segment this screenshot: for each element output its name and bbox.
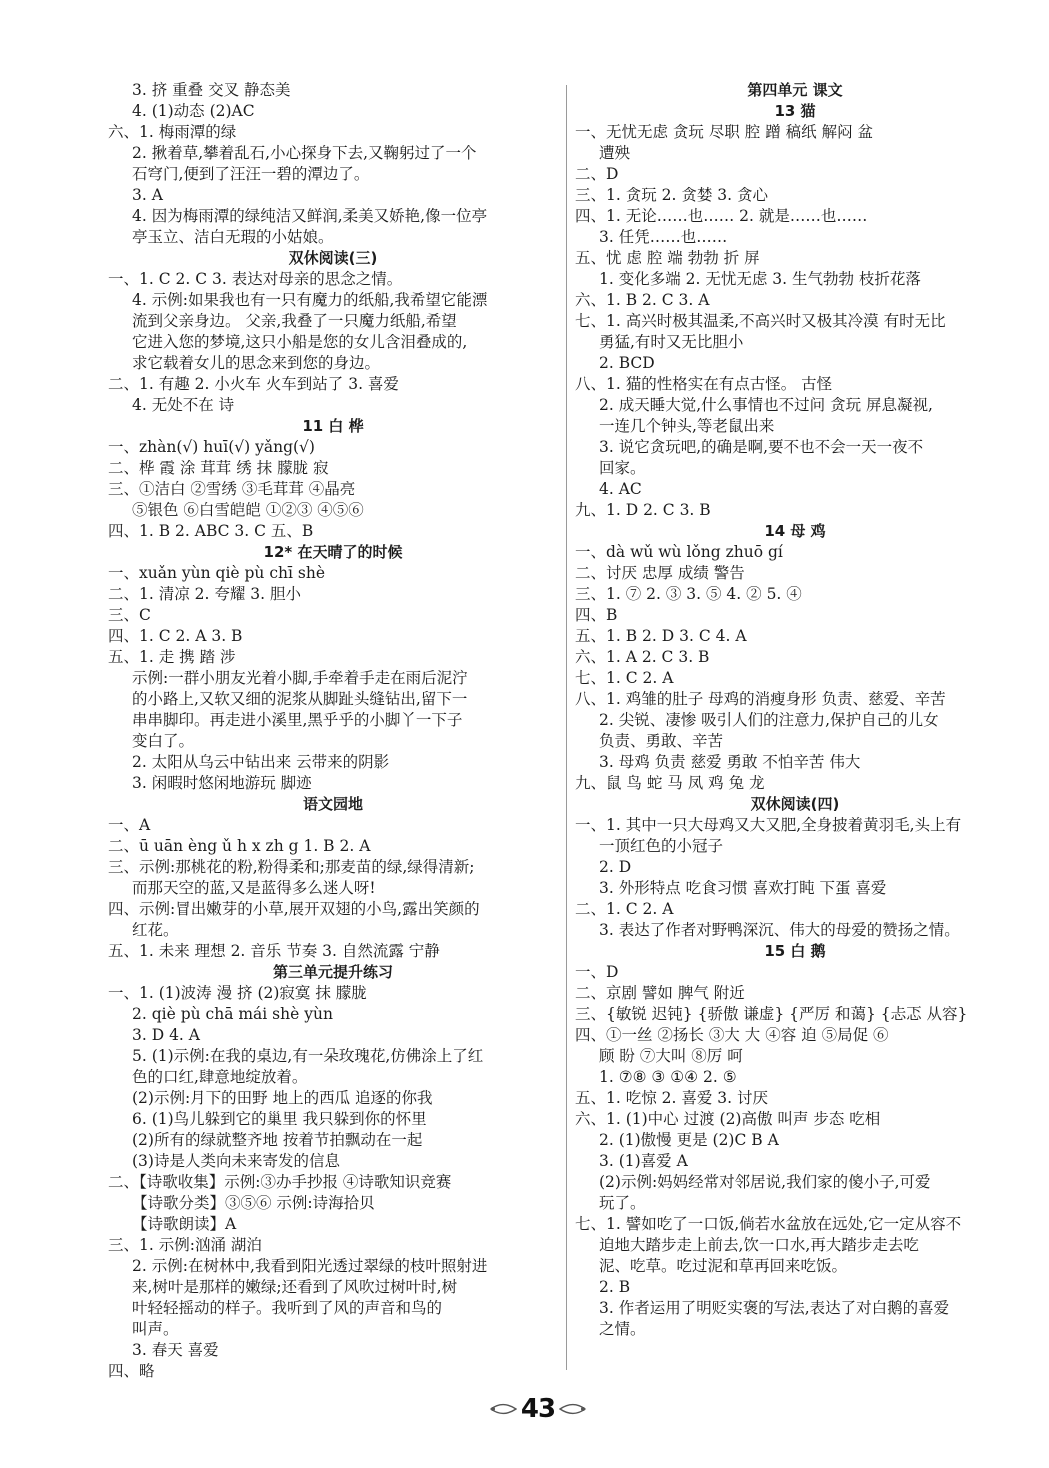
answer-line: (2)示例:月下的田野 地上的西瓜 追逐的你我 [132,1089,433,1107]
answer-line: 二、1. C 2. A [575,900,674,918]
answer-line: 一、1. C 2. C 3. 表达对母亲的思念之情。 [108,270,403,288]
answer-line: 2. B [599,1278,631,1296]
answer-line: 3. 春天 喜爱 [132,1341,219,1359]
answer-line: ⑤银色 ⑥白雪皑皑 ①②③ ④⑤⑥ [132,501,364,519]
section-title: 13 猫 [774,102,816,120]
answer-line: 2. BCD [599,354,655,372]
answer-line: 3. 说它贪玩吧,的确是啊,要不也不会一天一夜不 [599,438,924,456]
answer-line: 四、①一丝 ②扬长 ③大 大 ④容 迫 ⑤局促 ⑥ [575,1026,889,1044]
answer-line: 六、1. (1)中心 过渡 (2)高傲 叫声 步态 吃相 [575,1110,881,1128]
answer-line: (2)示例:妈妈经常对邻居说,我们家的傻小子,可爱 [599,1173,931,1191]
answer-line: 二、D [575,165,619,183]
answer-line: 2. 揪着草,攀着乱石,小心探身下去,又鞠躬过了一个 [132,144,477,162]
answer-line: 五、1. B 2. D 3. C 4. A [575,627,747,645]
answer-line: 叶轻轻摇动的样子。我听到了风的声音和鸟的 [132,1299,443,1317]
answer-line: 3. A [132,186,163,204]
answer-line: 九、鼠 鸟 蛇 马 凤 鸡 兔 龙 [575,774,765,792]
section-title: 双休阅读(四) [750,795,840,813]
answer-line: 四、1. 无论……也…… 2. 就是……也…… [575,207,868,225]
answer-line: 红花。 [132,921,179,939]
answer-line: 叫声。 [132,1320,179,1338]
column-divider [566,85,567,1370]
answer-line: 变白了。 [132,732,195,750]
section-title: 15 白 鹅 [764,942,826,960]
answer-line: 2. qiè pù chā mái shè yùn [132,1005,333,1023]
answer-line: 的小路上,又软又细的泥浆从脚趾头缝钻出,留下一 [132,690,468,708]
answer-line: 2. 太阳从乌云中钻出来 云带来的阴影 [132,753,390,771]
answer-line: 3. D 4. A [132,1026,200,1044]
answer-line: (2)所有的绿就整齐地 按着节拍飘动在一起 [132,1131,423,1149]
answer-line: 一顶红色的小冠子 [599,837,724,855]
left-column [108,80,558,1382]
answer-line: 3. 表达了作者对野鸭深沉、伟大的母爱的赞扬之情。 [599,921,960,939]
answer-line: 四、1. B 2. ABC 3. C 五、B [108,522,314,540]
section-title: 12* 在天晴了的时候 [263,543,403,561]
answer-line: 泥、吃草。吃过泥和草再回来吃饭。 [599,1257,848,1275]
answer-line: 三、1. 示例:汹涌 湖泊 [108,1236,262,1254]
answer-line: 二、讨厌 忠厚 成绩 警告 [575,564,745,582]
answer-line: 2. 示例:在树林中,我看到阳光透过翠绿的枝叶照射进 [132,1257,488,1275]
answer-line: 之情。 [599,1320,646,1338]
answer-line: 3. 外形特点 吃食习惯 喜欢打盹 下蛋 喜爱 [599,879,887,897]
answer-line: 一、xuǎn yùn qiè pù chī shè [108,564,325,582]
section-title: 14 母 鸡 [764,522,826,540]
answer-line: 石穹门,便到了汪汪一碧的潭边了。 [132,165,370,183]
answer-line: (3)诗是人类向未来寄发的信息 [132,1152,340,1170]
answer-line: 五、1. 未来 理想 2. 音乐 节奏 3. 自然流露 宁静 [108,942,440,960]
answer-line: 2. 成天睡大觉,什么事情也不过问 贪玩 屏息凝视, [599,396,933,414]
answer-line: 示例:一群小朋友光着小脚,手牵着手走在雨后泥泞 [132,669,468,687]
answer-line: 4. (1)动态 (2)AC [132,102,255,120]
answer-line: 五、忧 虑 腔 端 勃勃 折 屏 [575,249,760,267]
section-title: 第三单元提升练习 [272,963,393,981]
answer-line: 三、C [108,606,151,624]
answer-line: 1. 变化多端 2. 无忧无虑 3. 生气勃勃 枝折花落 [599,270,921,288]
answer-line: 3. 任凭……也…… [599,228,728,246]
answer-line: 一、无忧无虑 贪玩 尽职 腔 蹭 稿纸 解闷 盆 [575,123,873,141]
answer-line: 6. (1)鸟儿躲到它的巢里 我只躲到你的怀里 [132,1110,427,1128]
answer-line: 一、zhàn(√) huī(√) yǎng(√) [108,438,315,456]
answer-line: 一连几个钟头,等老鼠出来 [599,417,775,435]
answer-line: 迫地大踏步走上前去,饮一口水,再大踏步走去吃 [599,1236,919,1254]
answer-line: 一、A [108,816,151,834]
answer-line: 【诗歌朗读】A [132,1215,237,1233]
answer-line: 九、1. D 2. C 3. B [575,501,711,519]
right-ornament-icon [559,1402,589,1416]
answer-line: 二、1. 有趣 2. 小火车 火车到站了 3. 喜爱 [108,375,399,393]
answer-line: 来,树叶是那样的嫩绿;还看到了风吹过树叶时,树 [132,1278,458,1296]
answer-line: 三、1. ⑦ 2. ③ 3. ⑤ 4. ② 5. ④ [575,585,802,603]
answer-line: 一、1. 其中一只大母鸡又大又肥,全身披着黄羽毛,头上有 [575,816,962,834]
answer-line: 四、略 [108,1362,155,1380]
answer-line: 八、1. 猫的性格实在有点古怪。 古怪 [575,375,833,393]
answer-line: 负责、勇敢、辛苦 [599,732,724,750]
answer-line: 2. (1)傲慢 更是 (2)C B A [599,1131,779,1149]
answer-line: 遭殃 [599,144,631,162]
answer-line: 3. 母鸡 负责 慈爱 勇敢 不怕辛苦 伟大 [599,753,861,771]
answer-line: 1. ⑦⑧ ③ ①④ 2. ⑤ [599,1068,737,1086]
answer-line: 一、dà wǔ wù lǒng zhuō gí [575,543,783,561]
answer-line: 一、1. (1)波涛 漫 挤 (2)寂寞 抹 朦胧 [108,984,367,1002]
section-title: 双休阅读(三) [288,249,378,267]
answer-line: 4. 因为梅雨潭的绿纯洁又鲜润,柔美又娇艳,像一位亭 [132,207,488,225]
answer-line: 五、1. 走 携 踏 涉 [108,648,236,666]
answer-line: 而那天空的蓝,又是蓝得多么迷人呀! [132,879,376,897]
answer-line: 4. AC [599,480,642,498]
answer-line: 亭玉立、洁白无瑕的小姑娘。 [132,228,334,246]
answer-line: 色的口红,肆意地绽放着。 [132,1068,308,1086]
answer-line: 三、{敏锐 迟钝} {骄傲 谦虚} {严厉 和蔼} {忐忑 从容} [575,1005,968,1023]
section-title: 语文园地 [302,795,363,813]
answer-line: 3. 作者运用了明贬实褒的写法,表达了对白鹅的喜爱 [599,1299,950,1317]
answer-line: 【诗歌分类】③⑤⑥ 示例:诗海拾贝 [132,1194,375,1212]
right-column [575,80,1015,1340]
answer-line: 3. 闲暇时悠闲地游玩 脚迹 [132,774,312,792]
answer-line: 勇猛,有时又无比胆小 [599,333,744,351]
answer-line: 二、【诗歌收集】示例:③办手抄报 ④诗歌知识竞赛 [108,1173,452,1191]
answer-line: 顾 盼 ⑦大叫 ⑧厉 呵 [599,1047,743,1065]
answer-line: 2. D [599,858,632,876]
answer-line: 三、1. 贪玩 2. 贪婪 3. 贪心 [575,186,769,204]
answer-line: 5. (1)示例:在我的桌边,有一朵玫瑰花,仿佛涂上了红 [132,1047,484,1065]
answer-line: 六、1. A 2. C 3. B [575,648,710,666]
answer-line: 二、ū uān èng ǔ h x zh g 1. B 2. A [108,837,371,855]
answer-line: 二、桦 霞 涂 茸茸 绣 抹 朦胧 寂 [108,459,329,477]
answer-line: 三、①洁白 ②雪绣 ③毛茸茸 ④晶亮 [108,480,356,498]
answer-line: 4. 无处不在 诗 [132,396,235,414]
answer-line: 求它载着女儿的思念来到您的身边。 [132,354,381,372]
answer-line: 流到父亲身边。 父亲,我叠了一只魔力纸船,希望 [132,312,457,330]
answer-line: 五、1. 吃惊 2. 喜爱 3. 讨厌 [575,1089,769,1107]
section-title: 第四单元 课文 [747,81,843,99]
section-title: 11 白 桦 [302,417,364,435]
answer-line: 八、1. 鸡雏的肚子 母鸡的消瘦身形 负责、慈爱、辛苦 [575,690,946,708]
answer-line: 它进入您的梦境,这只小船是您的女儿含泪叠成的, [132,333,468,351]
answer-line: 七、1. 高兴时极其温柔,不高兴时又极其冷漠 有时无比 [575,312,946,330]
answer-line: 二、1. 清凉 2. 夸耀 3. 胆小 [108,585,302,603]
answer-line: 六、1. 梅雨潭的绿 [108,123,237,141]
answer-line: 回家。 [599,459,646,477]
left-ornament-icon [487,1402,517,1416]
answer-line: 四、B [575,606,618,624]
page-number-badge [473,1388,603,1430]
answer-line: 一、D [575,963,619,981]
answer-line: 玩了。 [599,1194,646,1212]
answer-line: 四、1. C 2. A 3. B [108,627,243,645]
answer-line: 3. 挤 重叠 交叉 静态美 [132,81,291,99]
answer-line: 3. (1)喜爱 A [599,1152,688,1170]
page-number: 43 [520,1394,556,1424]
answer-line: 三、示例:那桃花的粉,粉得柔和;那麦苗的绿,绿得清新; [108,858,475,876]
answer-line: 4. 示例:如果我也有一只有魔力的纸船,我希望它能漂 [132,291,488,309]
answer-line: 二、京剧 譬如 脾气 附近 [575,984,745,1002]
answer-line: 串串脚印。再走进小溪里,黑乎乎的小脚丫一下子 [132,711,463,729]
answer-line: 2. 尖锐、凄惨 吸引人们的注意力,保护自己的儿女 [599,711,939,729]
answer-line: 六、1. B 2. C 3. A [575,291,710,309]
answer-line: 七、1. 譬如吃了一口饭,倘若水盆放在远处,它一定从容不 [575,1215,962,1233]
answer-line: 七、1. C 2. A [575,669,674,687]
answer-line: 四、示例:冒出嫩芽的小草,展开双翅的小鸟,露出笑颜的 [108,900,480,918]
